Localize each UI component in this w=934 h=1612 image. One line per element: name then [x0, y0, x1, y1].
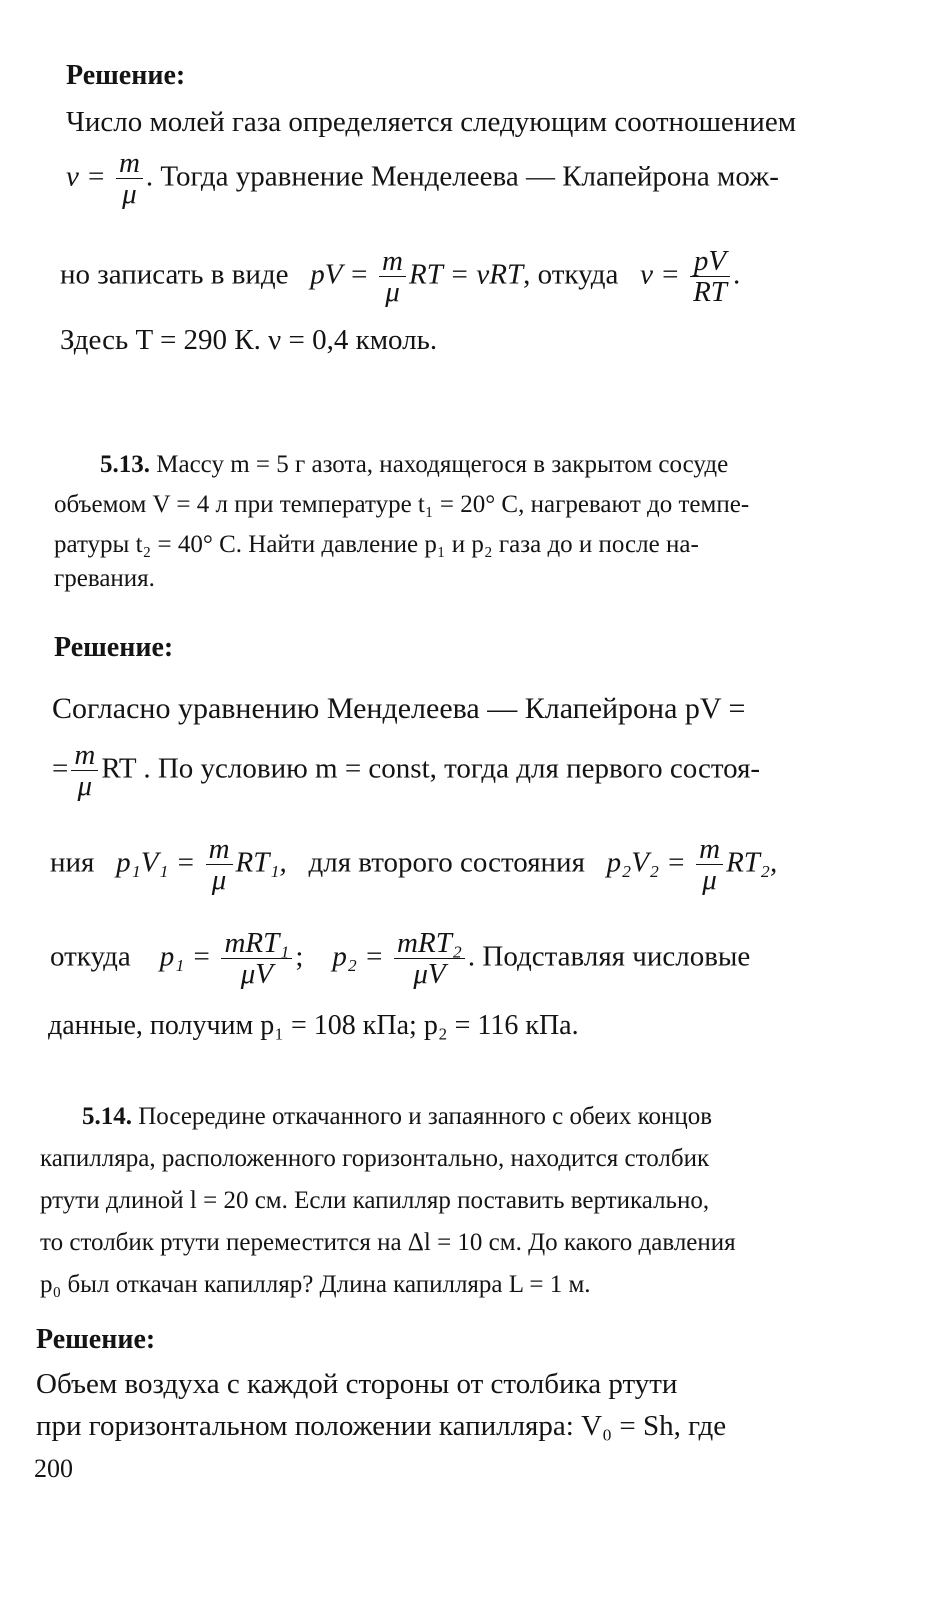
fraction: $\frac{m}{\mu}$ — [206, 834, 233, 896]
fraction: $\frac{pV}{RT}$ — [690, 246, 730, 308]
page-number: 200 — [34, 1454, 73, 1483]
problem-text-line: то столбик ртути переместится на Δl = 10 см. До какого давления — [40, 1229, 736, 1256]
solution-text-line: ния p₁V₁ = $\frac{m}{\mu}$ RT₁, для второго состояния p₂V₂ = $\frac{m}{\mu}$ RT₂, — [50, 833, 778, 897]
solution-text-line: Число молей газа определяется следующим соотношением — [66, 106, 797, 138]
solution-text-line: Здесь T = 290 К. ν = 0,4 кмоль. — [60, 324, 438, 356]
solution-text-line: при горизонтальном положении капилляра: V₀ = Sh, где — [36, 1410, 727, 1442]
solution-heading: Решение: — [66, 60, 186, 91]
solution-text-line: Объем воздуха с каждой стороны от столбика ртути — [36, 1368, 678, 1400]
solution-text-line: но записать в виде pV = $\frac{m}{\mu}$ RT = νRT, откуда ν = $\frac{pV}{RT}$ . — [60, 245, 741, 309]
fraction: $\frac{\text{mRT₁}}{\mu V}$ — [221, 928, 292, 990]
fraction: $\frac{m}{\mu}$ — [696, 834, 723, 896]
fraction: $\frac{\text{mRT₂}}{\mu V}$ — [394, 928, 465, 990]
solution-text-line: = $\frac{m}{\mu}$ RT . По условию m = const, тогда для первого состоя- — [52, 739, 761, 803]
problem-text-line: капилляра, расположенного горизонтально, находится столбик — [40, 1145, 710, 1172]
problem-number: 5.14. — [82, 1103, 132, 1130]
problem-text-line: ратуры t₂ = 40° С. Найти давление p₁ и p₂ газа до и после на- — [54, 531, 699, 558]
solution-heading: Решение: — [36, 1324, 156, 1355]
fraction: $\frac{m}{\mu}$ — [71, 740, 98, 802]
solution-text-line: ν = $\frac{m}{\mu}$ . Тогда уравнение Менделеева — Клапейрона мож- — [66, 147, 779, 211]
problem-text-line: 5.14. Посередине откачанного и запаянного с обеих концов — [82, 1103, 713, 1130]
solution-text-line: Согласно уравнению Менделеева — Клапейрона pV = — [52, 692, 746, 725]
fraction: $\frac{m}{\mu}$ — [379, 246, 406, 308]
problem-text-line: p₀ был откачан капилляр? Длина капилляра L = 1 м. — [40, 1271, 591, 1298]
solution-heading: Решение: — [54, 632, 174, 663]
solution-text-line: откуда p₁ = $\frac{\text{mRT₁}}{\mu V}$ ; p₂ = $\frac{\text{mRT₂}}{\mu V}$ . Подставляя числовые — [50, 927, 751, 991]
problem-text-line: ртути длиной l = 20 см. Если капилляр поставить вертикально, — [40, 1187, 710, 1214]
solution-text-line: данные, получим p₁ = 108 кПа; p₂ = 116 кПа. — [48, 1010, 579, 1041]
problem-number: 5.13. — [100, 451, 150, 478]
problem-text-line: объемом V = 4 л при температуре t₁ = 20° С, нагревают до темпе- — [54, 491, 750, 518]
problem-text-line: 5.13. Массу m = 5 г азота, находящегося в закрытом сосуде — [100, 451, 729, 478]
fraction: $\frac{m}{\mu}$ — [116, 148, 143, 210]
problem-text-line: гревания. — [54, 565, 155, 592]
